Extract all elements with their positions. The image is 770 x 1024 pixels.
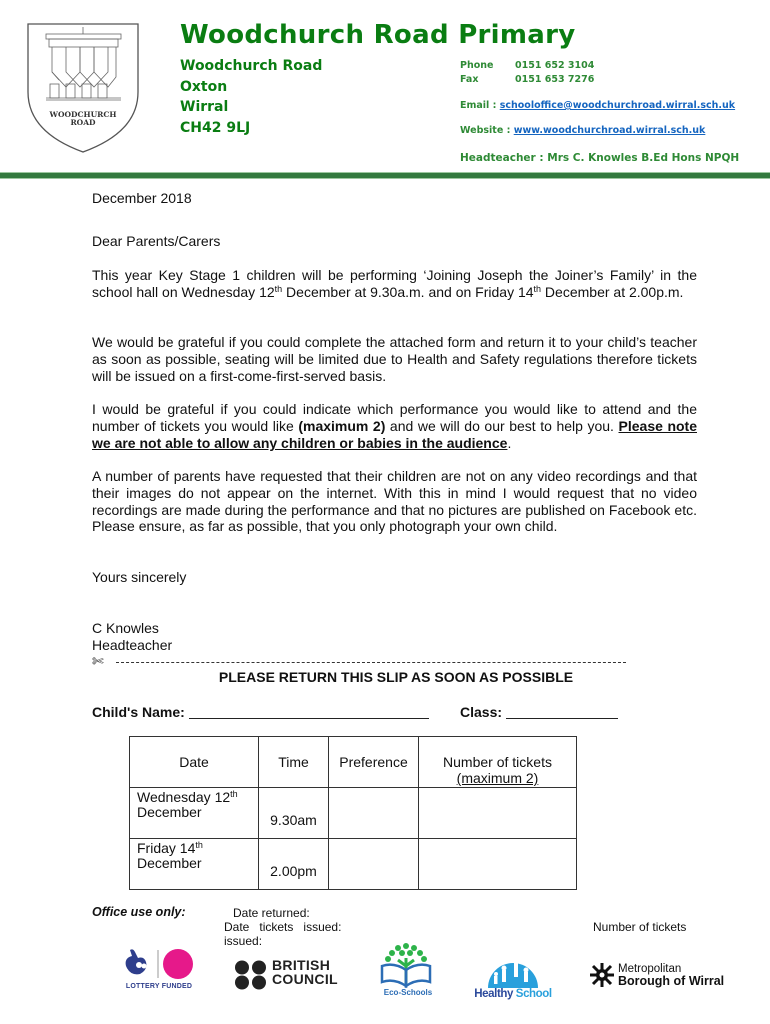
- website-link[interactable]: www.woodchurchroad.wirral.sch.uk: [513, 125, 706, 136]
- office-use-label: Office use only:: [92, 905, 186, 919]
- website-line: [460, 125, 705, 136]
- ticket-request-table: [129, 736, 577, 890]
- text-run: Date: [224, 920, 250, 934]
- class-field: [460, 704, 618, 720]
- wirral-emblem-icon: [590, 963, 614, 987]
- no-children-notice: Please note we are not able to allow any children or babies in the audience: [92, 417, 697, 451]
- cell-preference[interactable]: [329, 788, 419, 839]
- text-run: and we will do our best to help you.: [385, 417, 619, 434]
- scissors-icon: ✄: [92, 653, 104, 669]
- svg-text:ROAD: ROAD: [70, 118, 96, 127]
- cell-time: 9.30am: [259, 788, 329, 839]
- paragraph-form-request: We would be grateful if you could complete the attached form and return it to your child’s teacher as soon as possible, seating will be limited due to Health and Safety regulations therefore tickets will be issued on a first-come-first-served basis.: [92, 334, 697, 384]
- cell-date: [130, 788, 259, 839]
- signature-title: Headteacher: [92, 637, 173, 653]
- header-divider: [0, 172, 770, 179]
- date-month: December: [137, 804, 202, 820]
- fax-number: 0151 653 7276: [515, 74, 595, 85]
- svg-text:WOODCHURCH: WOODCHURCH: [49, 110, 117, 119]
- text-run: Borough of Wirral: [618, 974, 725, 988]
- table-row: [130, 839, 577, 890]
- office-date-returned: Date returned:: [233, 906, 310, 920]
- text-run: Healthy: [474, 988, 513, 1000]
- british-council-dots-icon: [234, 960, 268, 990]
- text-run: December at 2.00p.m.: [541, 283, 684, 300]
- phone-line: [460, 60, 594, 71]
- email-link[interactable]: schooloffice@woodchurchroad.wirral.sch.uk: [499, 100, 736, 111]
- letter-closing: Yours sincerely: [92, 569, 187, 585]
- cut-line: [92, 655, 632, 669]
- child-name-field: [92, 704, 429, 720]
- british-council-logo: [234, 957, 346, 990]
- office-number-of-tickets: Number of tickets: [593, 920, 687, 934]
- phone-number: 0151 652 3104: [515, 60, 595, 71]
- text-run: .: [507, 434, 512, 451]
- text-run: December at 9.30a.m. and on Friday 14: [282, 283, 534, 300]
- school-address: [180, 56, 322, 138]
- paragraph-recordings: A number of parents have requested that their children are not on any video recordings and that their images do not appear on the internet. With this in mind I would request that no video recordings are made during the performance and that no pictures are published on Facebook etc. Please ensure, as far as possible, that you only photograph your own child.: [92, 468, 697, 535]
- header-date: Date: [130, 737, 259, 788]
- paragraph-performance: [92, 267, 697, 301]
- text-run: BRITISH: [272, 957, 331, 973]
- header-note: (maximum 2): [456, 770, 539, 786]
- fax-label: Fax: [460, 74, 479, 85]
- slip-title: PLEASE RETURN THIS SLIP AS SOON AS POSSIBLE: [218, 669, 574, 685]
- lottery-funded-logo: [118, 946, 200, 994]
- wirral-borough-logo: [588, 963, 748, 989]
- email-line: [460, 100, 735, 111]
- wirral-text: [618, 963, 724, 987]
- signature-name: C Knowles: [92, 620, 159, 636]
- date-month: December: [137, 855, 202, 871]
- dashed-divider: [116, 662, 626, 663]
- british-council-text: [272, 959, 338, 986]
- header-time: Time: [259, 737, 329, 788]
- school-name-heading: Woodchurch Road Primary: [180, 20, 576, 50]
- eco-schools-text: Eco-Schools: [383, 988, 433, 997]
- fax-line: [460, 74, 594, 85]
- healthy-school-dome-icon: [466, 948, 560, 988]
- text-run: issued:: [303, 920, 342, 934]
- ordinal-suffix: th: [274, 283, 283, 294]
- website-label: Website :: [460, 125, 514, 136]
- phone-label: Phone: [460, 60, 494, 71]
- ordinal-suffix: th: [195, 840, 203, 850]
- ordinal-suffix: th: [230, 789, 238, 799]
- school-crest-logo: [26, 22, 140, 154]
- address-line: Woodchurch Road: [180, 58, 323, 74]
- address-line: CH42 9LJ: [180, 119, 251, 136]
- text-run: This year Key Stage 1 children will be performing ‘Joining Joseph the Joiner’s Family’ in the school hall on Wednesday 12: [92, 267, 697, 300]
- office-date-tickets-issued: [224, 920, 349, 948]
- eco-schools-logo: [378, 940, 434, 998]
- date-text: Friday 14: [137, 840, 196, 856]
- crest-shield-icon: [26, 22, 140, 154]
- cell-preference[interactable]: [329, 839, 419, 890]
- class-label: Class:: [460, 704, 503, 720]
- headteacher-line: Headteacher : Mrs C. Knowles B.Ed Hons NPQH: [460, 152, 740, 164]
- letter-greeting: Dear Parents/Carers: [92, 233, 221, 249]
- lottery-crossed-fingers-icon: [118, 946, 200, 982]
- letter-date: December 2018: [92, 190, 192, 206]
- healthy-school-text: [466, 988, 560, 1000]
- text-run: School: [513, 988, 552, 1000]
- cell-tickets[interactable]: [419, 839, 577, 890]
- header-label: Number of tickets: [443, 754, 552, 770]
- child-name-label: Child's Name:: [92, 704, 185, 720]
- header-number-of-tickets: [419, 737, 577, 788]
- table-row: [130, 788, 577, 839]
- child-name-input[interactable]: [189, 705, 429, 719]
- email-label: Email :: [460, 100, 500, 111]
- healthy-school-logo: [466, 948, 560, 1004]
- text-run: Metropolitan: [618, 963, 682, 975]
- cell-time: 2.00pm: [259, 839, 329, 890]
- ordinal-suffix: th: [533, 283, 542, 294]
- text-run: I would be grateful if you could indicate which performance you would like to attend and the number of tickets you would like: [92, 401, 697, 434]
- address-line: Oxton: [180, 78, 228, 95]
- address-line: Wirral: [180, 99, 229, 115]
- maximum-note: (maximum 2): [298, 417, 386, 434]
- text-run: tickets: [259, 920, 294, 934]
- text-run: issued:: [224, 934, 263, 948]
- cell-tickets[interactable]: [419, 788, 577, 839]
- date-text: Wednesday 12: [137, 789, 231, 805]
- cell-date: [130, 839, 259, 890]
- eco-schools-tree-book-icon: [378, 940, 434, 988]
- text-run: COUNCIL: [272, 970, 338, 987]
- class-input[interactable]: [506, 705, 618, 719]
- header-preference: Preference: [329, 737, 419, 788]
- paragraph-tickets: [92, 401, 697, 451]
- lottery-text: LOTTERY FUNDED: [125, 983, 193, 990]
- table-header-row: [130, 737, 577, 788]
